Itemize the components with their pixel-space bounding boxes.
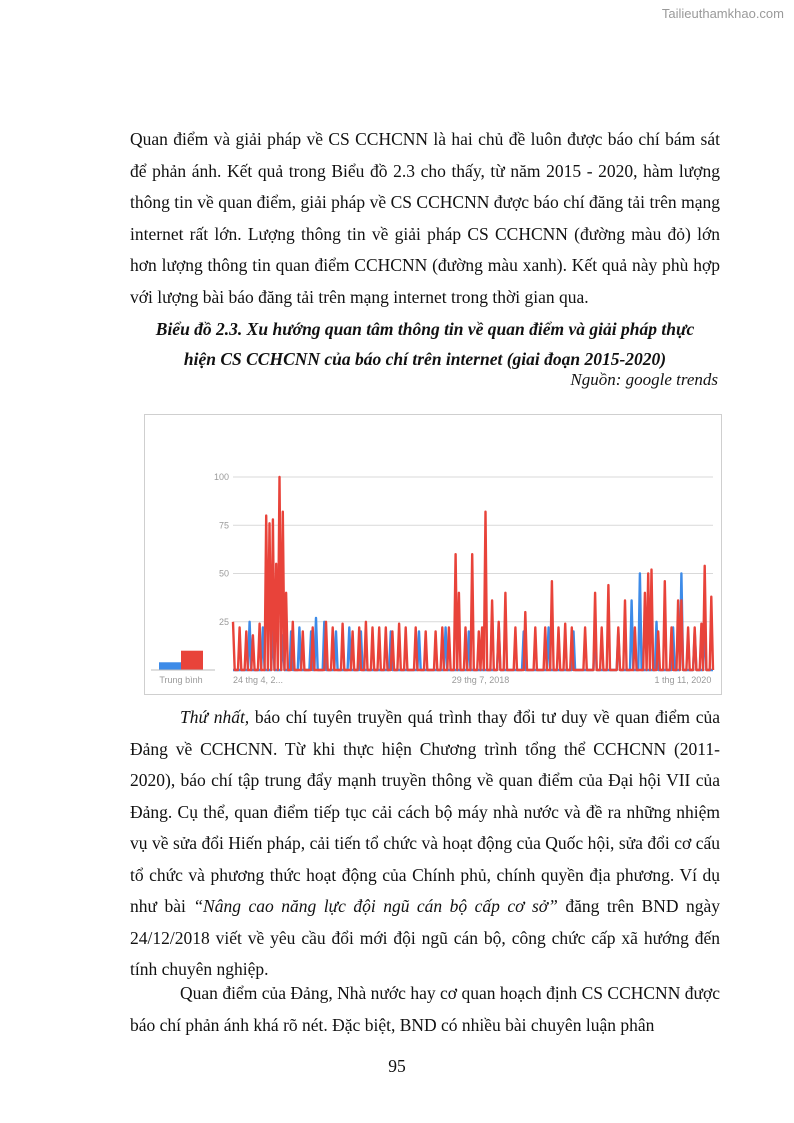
average-bar [159, 662, 181, 670]
paragraph-first-point-text-1: báo chí tuyên truyền quá trình thay đổi tư duy về quan điểm của Đảng về CCHCNN. Từ khi thực hiện Chương trình tổng thể CCHCNN (2011-2020), báo chí tập trung đẩy mạnh truyền thông về quan điểm của Đại hội VII của Đảng. Cụ thể, quan điểm tiếp tục cải cách bộ máy nhà nước và đề ra những nhiệm vụ về sửa đổi Hiến pháp, cải tiến tổ chức và hoạt động của Quốc hội, sửa đổi cơ cấu tổ chức và phương thức hoạt động của Chính phủ, chính quyền địa phương. Ví dụ như bài [130, 707, 721, 916]
trend-chart [144, 414, 722, 695]
paragraph-first-point [130, 702, 720, 986]
x-tick-label: 24 thg 4, 2... [233, 675, 284, 685]
chart-caption [130, 314, 720, 374]
y-tick-label: 100 [213, 472, 229, 482]
chart-caption-line-2: hiện CS CCHCNN của báo chí trên internet (giai đoạn 2015-2020) [183, 349, 667, 369]
paragraph-first-point-text-2: đăng trên BND ngày 24/12/2018 viết về yêu cầu đổi mới đội ngũ cán bộ, công chức cấp xã hướng đến tính chuyên nghiệp. [130, 896, 720, 979]
average-label: Trung bình [159, 675, 203, 685]
trend-chart-svg [145, 415, 721, 694]
article-title-quote: “Nâng cao năng lực đội ngũ cán bộ cấp cơ sở” [193, 896, 558, 916]
y-tick-label: 50 [218, 568, 229, 579]
chart-caption-line-1: Biểu đồ 2.3. Xu hướng quan tâm thông tin về quan điểm và giải pháp thực [155, 319, 695, 339]
average-bar [181, 651, 203, 670]
paragraph-party-view: Quan điểm của Đảng, Nhà nước hay cơ quan hoạch định CS CCHCNN được báo chí phản ánh khá rõ nét. Đặc biệt, BND có nhiều bài chuyên luận phân [130, 983, 720, 1035]
paragraph-intro: Quan điểm và giải pháp về CS CCHCNN là hai chủ đề luôn được báo chí bám sát để phản ánh. Kết quả trong Biểu đồ 2.3 cho thấy, từ năm 2015 - 2020, hàm lượng thông tin về quan điểm, giải pháp về CS CCHCNN được báo chí đăng tải trên mạng internet rất lớn. Lượng thông tin về giải pháp CS CCHCNN (đường màu đỏ) lớn hơn lượng thông tin quan điểm CCHCNN (đường màu xanh). Kết quả này phù hợp với lượng bài báo đăng tải trên mạng internet trong thời gian qua. [130, 129, 720, 307]
y-tick-label: 75 [218, 520, 229, 531]
x-tick-label: 1 thg 11, 2020 [654, 675, 712, 685]
chart-source: Nguồn: google trends [570, 370, 718, 389]
paragraph-first-point-lead: Thứ nhất, [180, 707, 250, 727]
watermark: Tailieuthamkhao.com [661, 6, 784, 21]
y-tick-label: 25 [218, 616, 229, 627]
x-tick-label: 29 thg 7, 2018 [451, 675, 510, 685]
page-number: 95 [388, 1056, 406, 1076]
